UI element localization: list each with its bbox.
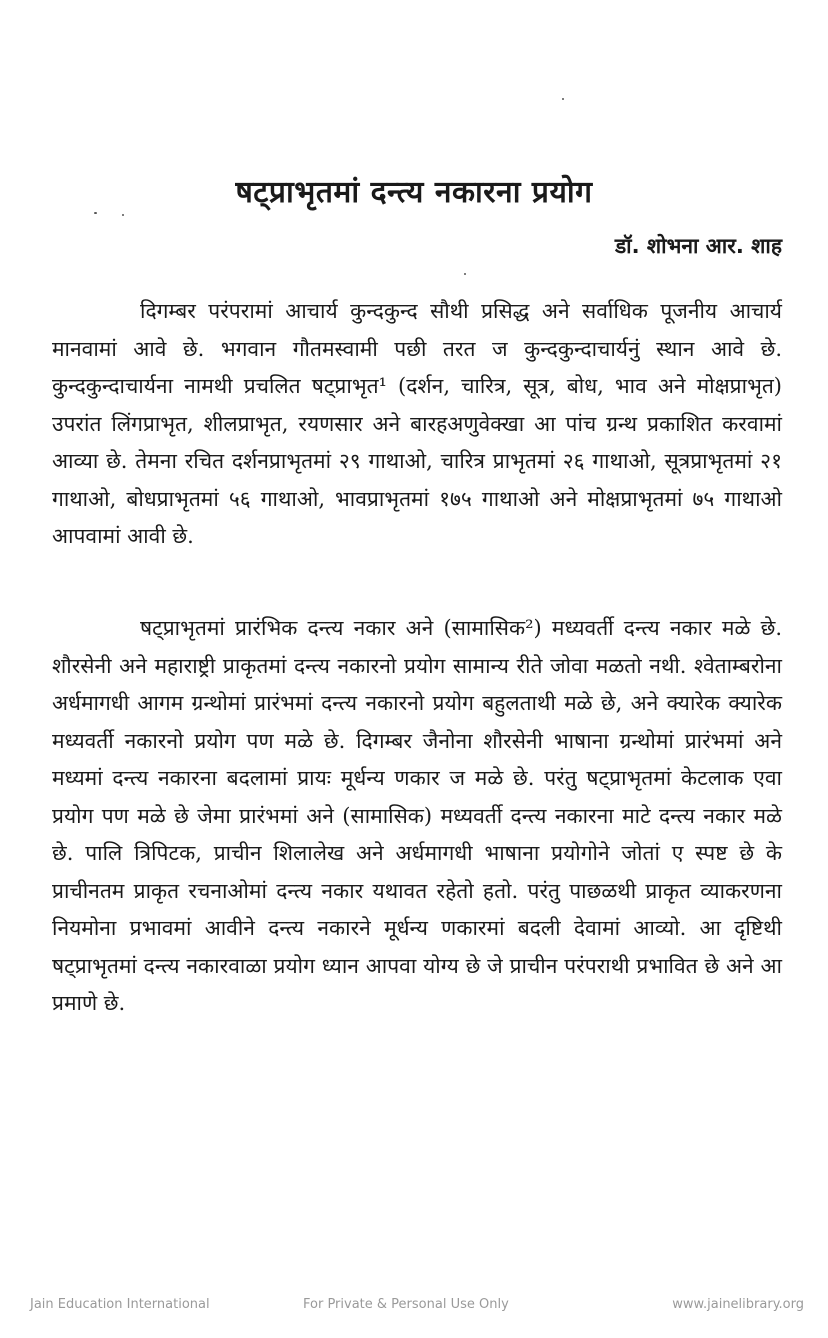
body-paragraph-1: दिगम्बर परंपरामां आचार्य कुन्दकुन्द सौथी प्रसिद्ध अने सर्वाधिक पूजनीय आचार्य मानवामां आवे छे. भगवान गौतमस्वामी पछी तरत ज कुन्दकुन्दाचार्यनुं स्थान आवे छे. कुन्दकुन्दाचार्यना नामथी प्रचलित षट्प्राभृत¹ (दर्शन, चारित्र, सूत्र, बोध, भाव अने मोक्षप्राभृत) उपरांत लिंगप्राभृत, शीलप्राभृत, रयणसार अने बारहअणुवेक्खा आ पांच ग्रन्थ प्रकाशित करवामां आव्या छे. तेमना रचित दर्शनप्राभृतमां २९ गाथाओ, चारित्र प्राभृतमां २६ गाथाओ, सूत्रप्राभृतमां २१ गाथाओ, बोधप्राभृतमां ५६ गाथाओ, भावप्राभृतमां १७५ गाथाओ अने मोक्षप्राभृतमां ७५ गाथाओ आपवामां आवी छे. bbox=[52, 299, 782, 548]
scan-speck bbox=[122, 214, 124, 216]
article-title: षट्प्राभृतमां दन्त्य नकारना प्रयोग bbox=[235, 175, 593, 210]
author-name: डॉ. शोभना आर. शाह bbox=[614, 234, 782, 258]
footer-publisher: Jain Education International bbox=[30, 1297, 210, 1312]
body-paragraph-2: षट्प्राभृतमां प्रारंभिक दन्त्य नकार अने (सामासिक²) मध्यवर्ती दन्त्य नकार मळे छे. शौरसेनी अने महाराष्ट्री प्राकृतमां दन्त्य नकारनो प्रयोग सामान्य रीते जोवा मळतो नथी. श्वेताम्बरोना अर्धमागधी आगम ग्रन्थोमां प्रारंभमां दन्त्य नकारनो प्रयोग बहुलताथी मळे छे, अने क्यारेक क्यारेक मध्यवर्ती नकारनो प्रयोग पण मळे छे. दिगम्बर जैनोना शौरसेनी भाषाना ग्रन्थोमां प्रारंभमां अने मध्यमां दन्त्य नकारना बदलामां प्रायः मूर्धन्य णकार ज मळे छे. परंतु षट्प्राभृतमां केटलाक एवा प्रयोग पण मळे छे जेमा प्रारंभमां अने (सामासिक) मध्यवर्ती दन्त्य नकारना माटे दन्त्य नकार मळे छे. पालि त्रिपिटक, प्राचीन शिलालेख अने अर्धमागधी भाषाना प्रयोगोने जोतां ए स्पष्ट छे के प्राचीनतम प्राकृत रचनाओमां दन्त्य नकार यथावत रहेतो हतो. परंतु पाछळथी प्राकृत व्याकरणना नियमोना प्रभावमां आवीने दन्त्य नकारने मूर्धन्य णकारमां बदली देवामां आव्यो. आ दृष्टिथी षट्प्राभृतमां दन्त्य नकारवाळा प्रयोग ध्यान आपवा योग्य छे जे प्राचीन परंपराथी प्रभावित छे अने आ प्रमाणे छे. bbox=[52, 616, 782, 1015]
footer-usage-note: For Private & Personal Use Only bbox=[303, 1297, 509, 1312]
scan-speck bbox=[562, 98, 564, 100]
scan-speck bbox=[464, 273, 466, 275]
footer-website-link[interactable]: www.jainelibrary.org bbox=[672, 1297, 804, 1312]
page-footer bbox=[0, 1297, 828, 1317]
scan-speck bbox=[94, 212, 97, 214]
